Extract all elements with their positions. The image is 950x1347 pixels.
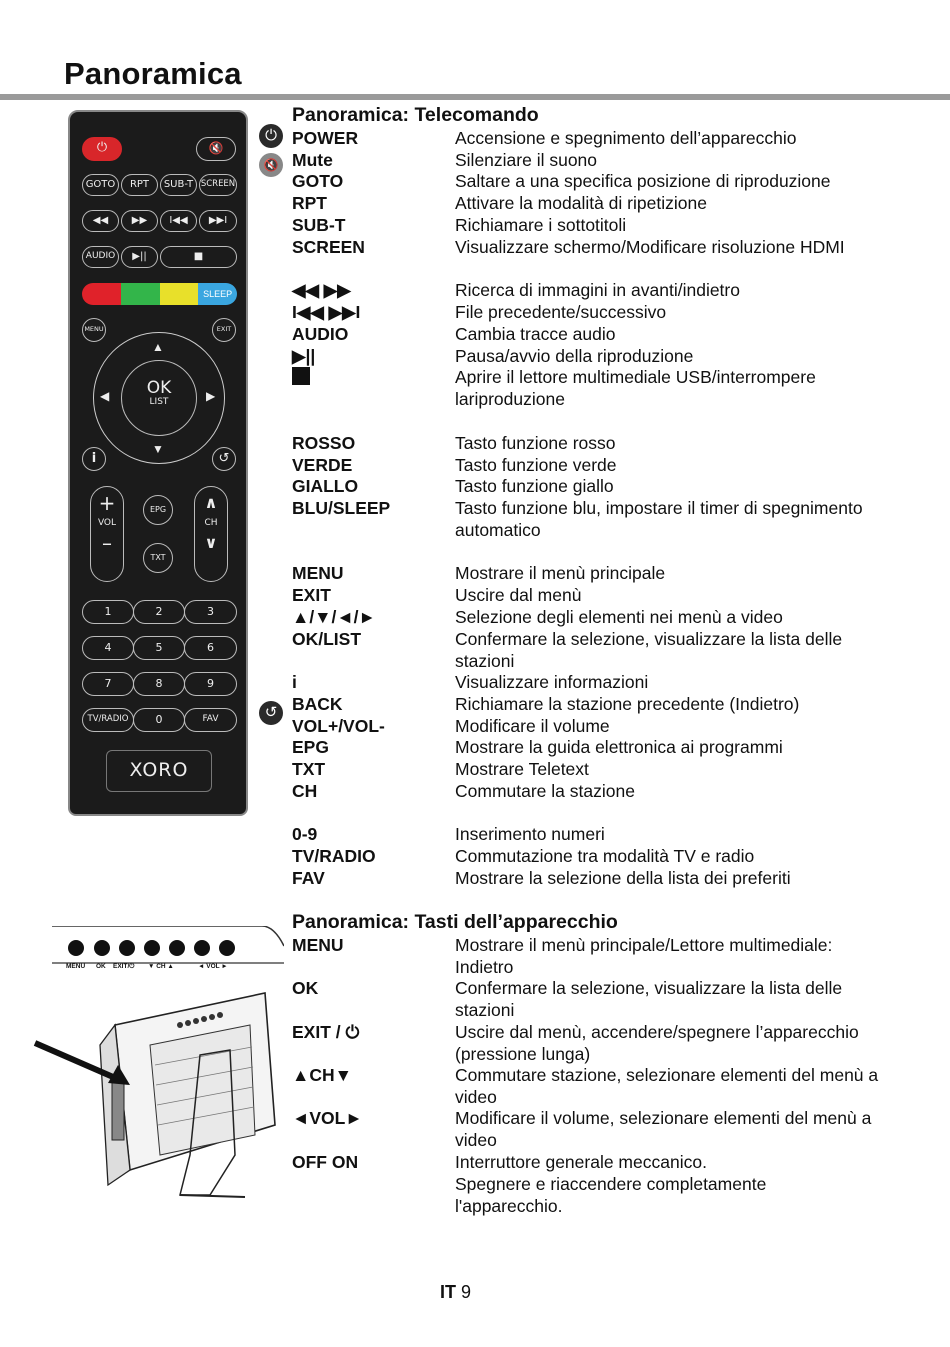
- prev-button-illustration: I◀◀: [160, 210, 197, 232]
- description: Commutare stazione, selezionare elementi del menù a video: [455, 1065, 879, 1107]
- remote-row: [292, 672, 892, 694]
- rewind-button-illustration: ◀◀: [82, 210, 119, 232]
- blue-sleep-key: SLEEP: [198, 283, 237, 305]
- term: FAV: [292, 868, 325, 888]
- up-arrow-icon: ▲: [152, 340, 164, 354]
- digit-6-illustration: 6: [184, 636, 237, 660]
- term: BLU/SLEEP: [292, 498, 391, 518]
- right-arrow-icon: ▶: [206, 389, 216, 403]
- term: ROSSO: [292, 433, 356, 453]
- list-label: LIST: [149, 397, 169, 407]
- ch-up-icon: ∧: [204, 493, 218, 512]
- device-row: [292, 1022, 892, 1066]
- description: Mostrare il menù principale: [455, 563, 666, 583]
- description: Tasto funzione rosso: [455, 433, 616, 453]
- device-row: [292, 1108, 892, 1152]
- description: Attivare la modalità di ripetizione: [455, 193, 707, 213]
- description: Tasto funzione verde: [455, 455, 617, 475]
- left-arrow-icon: ◀: [100, 389, 110, 403]
- term: EXIT: [292, 585, 331, 605]
- red-key: [82, 283, 121, 305]
- stop-square-icon: [292, 367, 452, 389]
- description: Confermare la selezione, visualizzare la lista delle stazioni: [455, 629, 843, 671]
- description: Mostrare la guida elettronica ai programmi: [455, 737, 783, 757]
- remote-row: [292, 215, 892, 237]
- page-title: Panoramica: [64, 56, 242, 91]
- digit-8-illustration: 8: [133, 672, 185, 696]
- term: SCREEN: [292, 237, 365, 257]
- device-label-exit: EXIT/⏻: [113, 963, 135, 970]
- remote-row: [292, 324, 892, 346]
- power-button-illustration: ⏻: [82, 137, 122, 161]
- remote-row: [292, 302, 892, 324]
- digit-4-illustration: 4: [82, 636, 134, 660]
- term: GIALLO: [292, 476, 359, 496]
- color-keys-illustration: [82, 283, 237, 305]
- term: EPG: [292, 737, 329, 757]
- vol-minus-icon: –: [102, 531, 112, 555]
- remote-row: [292, 629, 892, 673]
- yellow-key: [160, 283, 199, 305]
- remote-row: [292, 128, 892, 150]
- digit-1-illustration: 1: [82, 600, 134, 624]
- term: ▶||: [292, 346, 316, 366]
- description: Accensione e spegnimento dell’apparecchio: [455, 128, 797, 148]
- remote-section-title: Panoramica: Telecomando: [292, 104, 539, 126]
- description: Commutazione tra modalità TV e radio: [455, 846, 755, 866]
- ok-list-button-illustration: [121, 360, 197, 436]
- term: TV/RADIO: [292, 846, 376, 866]
- xoro-logo: XORO: [106, 750, 212, 792]
- remote-row: [292, 759, 892, 781]
- remote-row: [292, 455, 892, 477]
- remote-row: [292, 846, 892, 868]
- vol-plus-icon: +: [98, 491, 116, 515]
- term: 0-9: [292, 824, 318, 844]
- digit-7-illustration: 7: [82, 672, 134, 696]
- page-number: 9: [461, 1282, 472, 1302]
- description: Inserimento numeri: [455, 824, 605, 844]
- remote-row: [292, 476, 892, 498]
- description: Richiamare i sottotitoli: [455, 215, 627, 235]
- term: GOTO: [292, 171, 344, 191]
- term: OK: [292, 978, 319, 998]
- menu-button-illustration: MENU: [82, 318, 106, 342]
- device-row: [292, 978, 892, 1022]
- device-row: [292, 935, 892, 979]
- play-pause-button-illustration: ▶||: [121, 246, 158, 268]
- term: I◀◀ ▶▶I: [292, 302, 361, 322]
- audio-button-illustration: AUDIO: [82, 246, 119, 268]
- remote-row: [292, 868, 892, 890]
- term: ◄VOL►: [292, 1108, 363, 1128]
- term: EXIT / ⏻: [292, 1022, 360, 1042]
- device-label-ok: OK: [96, 963, 106, 970]
- description: Ricerca di immagini in avanti/indietro: [455, 280, 740, 300]
- description: Modificare il volume, selezionare elementi del menù a video: [455, 1108, 872, 1150]
- remote-row: [292, 585, 892, 607]
- subt-button-illustration: SUB-T: [160, 174, 197, 196]
- description: Modificare il volume: [455, 716, 610, 736]
- ok-label: OK: [146, 378, 172, 398]
- title-divider: [0, 94, 950, 100]
- description: Saltare a una specifica posizione di riproduzione: [455, 171, 831, 191]
- tvradio-button-illustration: TV/RADIO: [82, 708, 134, 732]
- description: Cambia tracce audio: [455, 324, 616, 344]
- digit-3-illustration: 3: [184, 600, 237, 624]
- description: Commutare la stazione: [455, 781, 635, 801]
- description: File precedente/successivo: [455, 302, 667, 322]
- remote-row: [292, 607, 892, 629]
- term: OK/LIST: [292, 629, 362, 649]
- next-button-illustration: ▶▶I: [199, 210, 237, 232]
- remote-row: [292, 781, 892, 803]
- description: Mostrare Teletext: [455, 759, 589, 779]
- vol-rocker-illustration: [90, 486, 124, 582]
- remote-row: [292, 150, 892, 172]
- device-label-vol: ◄ VOL ►: [198, 963, 228, 970]
- fav-button-illustration: FAV: [184, 708, 237, 732]
- remote-row: [292, 280, 892, 302]
- remote-row: [292, 193, 892, 215]
- description: Tasto funzione blu, impostare il timer di spegnimento automatico: [455, 498, 863, 540]
- ch-down-icon: ∨: [204, 533, 218, 552]
- remote-row: [292, 237, 892, 259]
- green-key: [121, 283, 160, 305]
- device-rear-svg: [30, 985, 280, 1200]
- mute-button-illustration: 🔇: [196, 137, 236, 161]
- remote-row: [292, 694, 892, 716]
- device-label-ch: ▼ CH ▲: [148, 963, 174, 970]
- remote-row: [292, 737, 892, 759]
- info-button-illustration: i: [82, 447, 106, 471]
- back-button-illustration: ↺: [212, 447, 236, 471]
- term: ◀◀ ▶▶: [292, 280, 351, 300]
- description: Confermare la selezione, visualizzare la lista delle stazioni: [455, 978, 843, 1020]
- remote-row: [292, 563, 892, 585]
- description: Mostrare la selezione della lista dei preferiti: [455, 868, 791, 888]
- digit-9-illustration: 9: [184, 672, 237, 696]
- term: POWER: [292, 128, 359, 148]
- power-icon: ⏻: [259, 124, 283, 148]
- description: Visualizzare schermo/Modificare risoluzione HDMI: [455, 237, 845, 257]
- ch-rocker-illustration: [194, 486, 228, 582]
- device-buttons-illustration: [52, 926, 284, 972]
- term: TXT: [292, 759, 326, 779]
- remote-row: [292, 171, 892, 193]
- term: MENU: [292, 563, 344, 583]
- term: MENU: [292, 935, 344, 955]
- term: Mute: [292, 150, 333, 170]
- description: Uscire dal menù: [455, 585, 582, 605]
- term: AUDIO: [292, 324, 349, 344]
- mute-icon: 🔇: [259, 153, 283, 177]
- term: ▲CH▼: [292, 1065, 352, 1085]
- remote-control-illustration: [68, 110, 248, 816]
- description: Uscire dal menù, accendere/spegnere l’apparecchio (pressione lunga): [455, 1022, 859, 1064]
- goto-button-illustration: GOTO: [82, 174, 119, 196]
- remote-row: [292, 824, 892, 846]
- device-section-title: Panoramica: Tasti dell’apparecchio: [292, 911, 618, 933]
- ch-label: CH: [204, 518, 218, 528]
- description: Selezione degli elementi nei menù a video: [455, 607, 783, 627]
- term: i: [292, 672, 297, 692]
- description: Visualizzare informazioni: [455, 672, 649, 692]
- term: BACK: [292, 694, 343, 714]
- back-icon: ↺: [259, 701, 283, 725]
- stop-button-illustration: ■: [160, 246, 237, 268]
- description: Silenziare il suono: [455, 150, 598, 170]
- device-row: [292, 1065, 892, 1109]
- term: CH: [292, 781, 318, 801]
- term: SUB-T: [292, 215, 346, 235]
- term: VERDE: [292, 455, 353, 475]
- description: Richiamare la stazione precedente (Indietro): [455, 694, 800, 714]
- down-arrow-icon: ▼: [152, 442, 164, 456]
- epg-button-illustration: EPG: [143, 495, 173, 525]
- remote-row: [292, 367, 892, 411]
- exit-button-illustration: EXIT: [212, 318, 236, 342]
- screen-button-illustration: SCREEN: [199, 174, 237, 196]
- footer-lang: IT: [440, 1282, 456, 1302]
- rpt-button-illustration: RPT: [121, 174, 158, 196]
- term: RPT: [292, 193, 327, 213]
- page-footer: [440, 1282, 471, 1303]
- digit-2-illustration: 2: [133, 600, 185, 624]
- digit-5-illustration: 5: [133, 636, 185, 660]
- term: OFF ON: [292, 1152, 359, 1172]
- remote-row: [292, 498, 892, 542]
- description: Aprire il lettore multimediale USB/interrompere lariproduzione: [455, 367, 816, 409]
- remote-row: [292, 433, 892, 455]
- remote-row: [292, 716, 892, 738]
- description: Pausa/avvio della riproduzione: [455, 346, 694, 366]
- device-row: [292, 1152, 892, 1217]
- description: Mostrare il menù principale/Lettore multimediale: Indietro: [455, 935, 833, 977]
- term: ▲/▼/◄/►: [292, 607, 376, 627]
- device-label-menu: MENU: [66, 963, 86, 970]
- forward-button-illustration: ▶▶: [121, 210, 158, 232]
- description: Interruttore generale meccanico. Spegnere e riaccendere completamente l'apparecchio.: [455, 1152, 767, 1216]
- description: Tasto funzione giallo: [455, 476, 614, 496]
- remote-row: [292, 346, 892, 368]
- vol-label: VOL: [97, 518, 117, 528]
- device-rear-illustration: [30, 985, 280, 1200]
- term: VOL+/VOL-: [292, 716, 385, 736]
- txt-button-illustration: TXT: [143, 543, 173, 573]
- digit-0-illustration: 0: [133, 708, 185, 732]
